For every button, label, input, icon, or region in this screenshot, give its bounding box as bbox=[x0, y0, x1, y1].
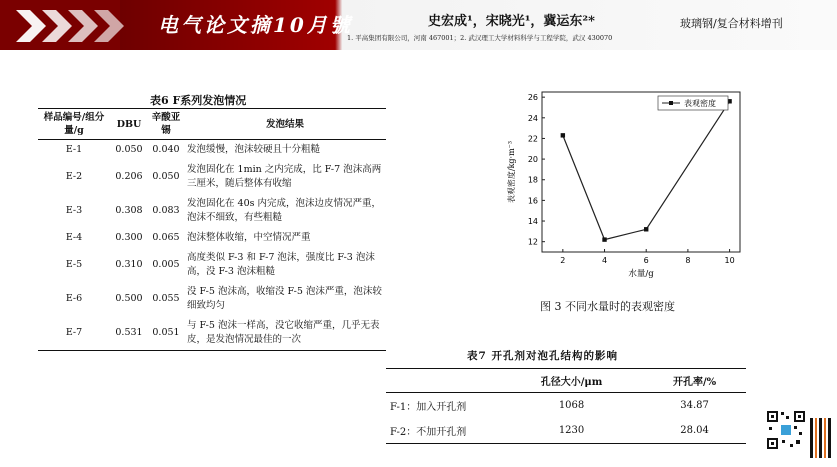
table6 bbox=[38, 108, 386, 351]
pore-size: 1068 bbox=[558, 400, 585, 411]
x-axis-label: 水量/g bbox=[628, 269, 654, 279]
y-tick-label: 22 bbox=[527, 134, 538, 144]
tin-value: 0.065 bbox=[152, 232, 180, 243]
pore-size: 1230 bbox=[558, 425, 585, 436]
foam-result: 发泡固化在 1min 之内完成，比 F-7 泡沫高两三厘米，随后整体有收缩 bbox=[187, 164, 382, 189]
x-tick-label: 6 bbox=[643, 256, 649, 265]
table-row bbox=[38, 316, 386, 351]
journal-title: 电气论文摘10月號 bbox=[158, 13, 353, 37]
x-tick-label: 10 bbox=[724, 256, 735, 265]
tin-value: 0.055 bbox=[152, 293, 180, 304]
dbu-value: 0.500 bbox=[115, 293, 143, 304]
table7-header-cell bbox=[386, 369, 500, 393]
foam-result: 高度类似 F-3 和 F-7 泡沫，强度比 F-3 泡沫高，没 F-3 泡沫粗糙 bbox=[187, 252, 375, 277]
foam-result: 发泡固化在 40s 内完成，泡沫边皮情况严重，泡沫不细致，有些粗糙 bbox=[187, 198, 382, 223]
dbu-value: 0.050 bbox=[115, 144, 143, 155]
table-row bbox=[38, 248, 386, 282]
table-row bbox=[38, 194, 386, 228]
y-tick-label: 24 bbox=[527, 113, 538, 123]
foam-result: 发泡缓慢，泡沫较硬且十分粗糙 bbox=[187, 144, 321, 155]
tin-value: 0.083 bbox=[152, 205, 180, 216]
series-line bbox=[563, 101, 730, 239]
chevron-arrows-icon bbox=[16, 10, 126, 42]
dbu-value: 0.206 bbox=[115, 171, 143, 182]
foam-result: 没 F-5 泡沫高，收缩没 F-5 泡沫严重，泡沫较细致均匀 bbox=[187, 286, 382, 311]
table7 bbox=[386, 368, 746, 444]
open-cell-rate: 28.04 bbox=[680, 425, 709, 436]
barcode-icon bbox=[810, 418, 832, 458]
article-affiliation: 1. 平高集团有限公司，河南 467001；2. 武汉理工大学材料科学与工程学院，武汉 430070 bbox=[347, 34, 613, 42]
y-tick-label: 12 bbox=[527, 237, 538, 247]
condition-label: F-1：加入开孔剂 bbox=[390, 402, 467, 413]
table6-header-cell: 发泡结果 bbox=[265, 118, 304, 130]
y-tick-label: 14 bbox=[527, 217, 538, 227]
legend-marker bbox=[669, 101, 673, 105]
tin-value: 0.005 bbox=[152, 259, 180, 270]
table-row bbox=[38, 282, 386, 316]
x-tick-label: 2 bbox=[560, 256, 566, 265]
tin-value: 0.040 bbox=[152, 144, 180, 155]
table-row bbox=[38, 140, 386, 161]
running-title: 玻璃钢/复合材料增刊 bbox=[680, 17, 783, 30]
table6-header-cell: 辛酸亚锡 bbox=[151, 112, 181, 136]
open-cell-rate: 34.87 bbox=[680, 400, 709, 411]
y-tick-label: 16 bbox=[527, 196, 538, 206]
sample-id: E-2 bbox=[65, 171, 83, 182]
qr-code-icon[interactable] bbox=[766, 410, 806, 450]
table6-header-cell: 样品编号/组分量/g bbox=[43, 112, 105, 136]
table7-header-row bbox=[386, 369, 746, 393]
tin-value: 0.050 bbox=[152, 171, 180, 182]
data-point bbox=[602, 237, 606, 241]
table-row bbox=[38, 160, 386, 194]
figure3-caption: 图 3 不同水量时的表观密度 bbox=[540, 300, 675, 313]
sample-id: E-1 bbox=[65, 144, 83, 155]
y-axis-label: 表观密度/kg·m⁻³ bbox=[507, 140, 516, 204]
density-chart bbox=[490, 84, 750, 284]
y-tick-label: 26 bbox=[527, 93, 538, 103]
dbu-value: 0.531 bbox=[115, 327, 143, 338]
table-row bbox=[386, 393, 746, 419]
y-tick-label: 20 bbox=[527, 155, 538, 165]
table7-header-cell: 孔径大小/μm bbox=[540, 377, 603, 388]
plot-frame bbox=[542, 92, 740, 252]
sample-id: E-4 bbox=[65, 232, 83, 243]
sample-id: E-7 bbox=[65, 327, 83, 338]
table7-header-cell: 开孔率/% bbox=[672, 377, 717, 388]
article-authors: 史宏成¹，宋晓光¹，冀运东²* bbox=[428, 14, 595, 29]
dbu-value: 0.308 bbox=[115, 205, 143, 216]
table6-header-cell: DBU bbox=[116, 118, 142, 130]
foam-result: 与 F-5 泡沫一样高，没它收缩严重，几乎无表皮，是发泡情况最佳的一次 bbox=[187, 320, 380, 345]
tin-value: 0.051 bbox=[152, 327, 180, 338]
dbu-value: 0.310 bbox=[115, 259, 143, 270]
sample-id: E-3 bbox=[65, 205, 83, 216]
y-tick-label: 18 bbox=[527, 175, 538, 185]
foam-result: 泡沫整体收缩，中空情况严重 bbox=[187, 232, 311, 243]
table-row bbox=[386, 418, 746, 444]
data-point bbox=[644, 227, 648, 231]
sample-id: E-6 bbox=[65, 293, 83, 304]
condition-label: F-2：不加开孔剂 bbox=[390, 427, 467, 438]
data-point bbox=[561, 133, 565, 137]
sample-id: E-5 bbox=[65, 259, 83, 270]
legend-label: 表观密度 bbox=[684, 99, 716, 108]
dbu-value: 0.300 bbox=[115, 232, 143, 243]
table6-header-row bbox=[38, 109, 386, 140]
x-tick-label: 4 bbox=[601, 256, 608, 265]
table6-caption: 表6 F系列发泡情况 bbox=[150, 94, 247, 107]
table7-caption: 表7 开孔剂对泡孔结构的影响 bbox=[467, 350, 618, 362]
table-row bbox=[38, 228, 386, 248]
x-tick-label: 8 bbox=[685, 256, 691, 265]
